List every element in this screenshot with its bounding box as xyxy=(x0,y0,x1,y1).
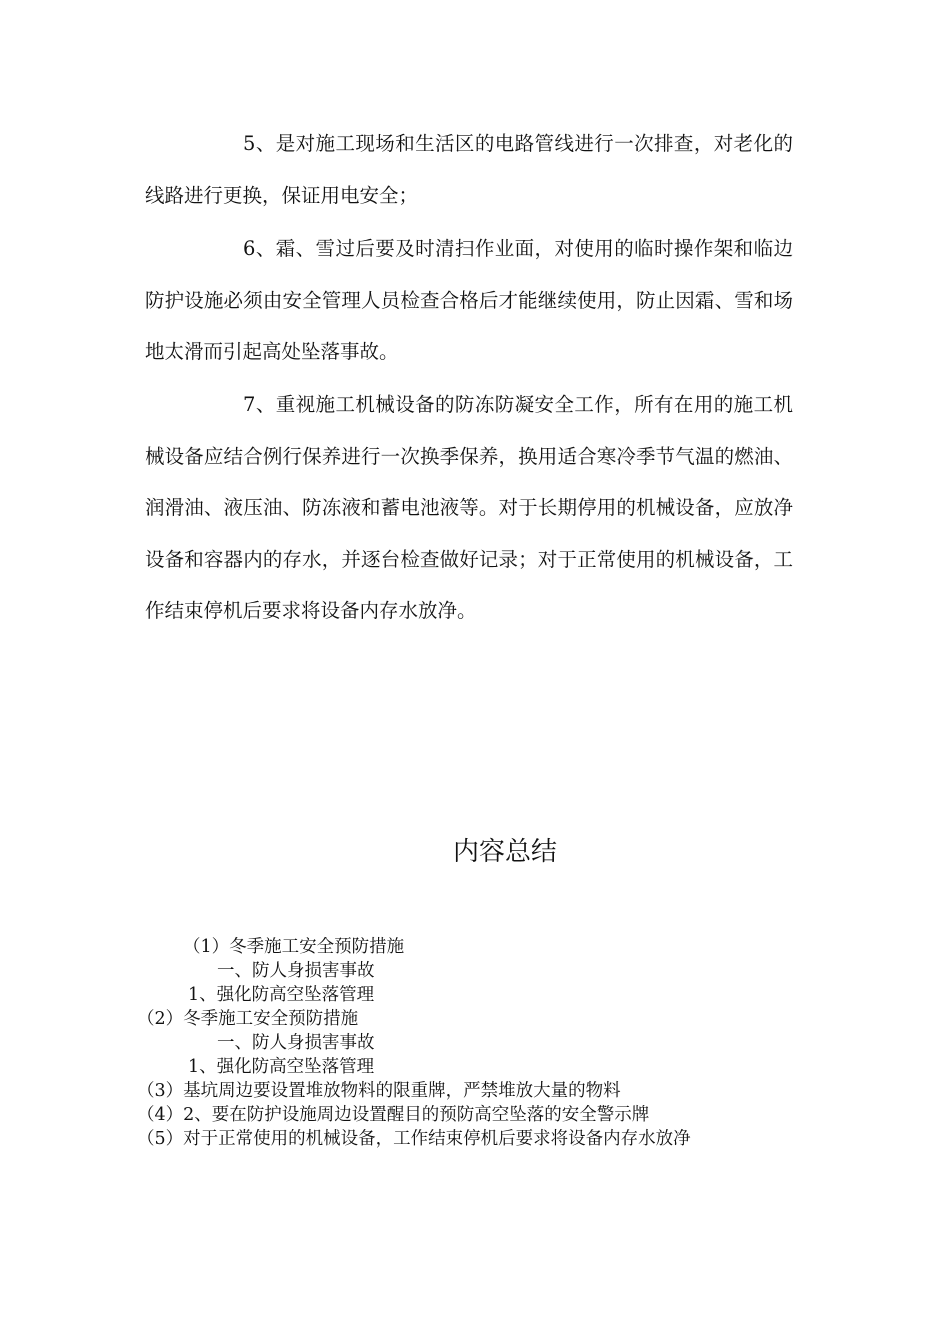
summary-item: 1、强化防高空坠落管理 xyxy=(188,1057,375,1077)
paragraph-item-7: 7、重视施工机械设备的防冻防凝安全工作，所有在用的施工机械设备应结合例行保养进行一次换季保养，换用适合寒冷季节气温的燃油、润滑油、液压油、防冻液和蓄电池液等。对于长期停用的机械设备，应放净设备和容器内的存水，并逐台检查做好记录；对于正常使用的机械设备，工作结束停机后要求将设备内存水放净。 xyxy=(145,393,793,622)
summary-item: （4）2、要在防护设施周边设置醒目的预防高空坠落的安全警示牌 xyxy=(137,1105,650,1125)
body-text xyxy=(145,118,793,689)
paragraph-item-5: 5、是对施工现场和生活区的电路管线进行一次排查，对老化的线路进行更换，保证用电安全； xyxy=(145,132,793,207)
summary-item: 1、强化防高空坠落管理 xyxy=(188,985,375,1005)
summary-item: （1）冬季施工安全预防措施 xyxy=(183,937,405,957)
paragraph-item-6: 6、霜、雪过后要及时清扫作业面，对使用的临时操作架和临边防护设施必须由安全管理人员检查合格后才能继续使用，防止因霜、雪和场地太滑而引起高处坠落事故。 xyxy=(145,237,793,363)
summary-item: （5）对于正常使用的机械设备，工作结束停机后要求将设备内存水放净 xyxy=(137,1129,691,1149)
summary-item: （3）基坑周边要设置堆放物料的限重牌，严禁堆放大量的物料 xyxy=(137,1081,621,1101)
summary-item: （2）冬季施工安全预防措施 xyxy=(137,1009,359,1029)
summary-title: 内容总结 xyxy=(452,837,557,867)
summary-item: 一、防人身损害事故 xyxy=(217,1033,375,1053)
summary-item: 一、防人身损害事故 xyxy=(217,961,375,981)
